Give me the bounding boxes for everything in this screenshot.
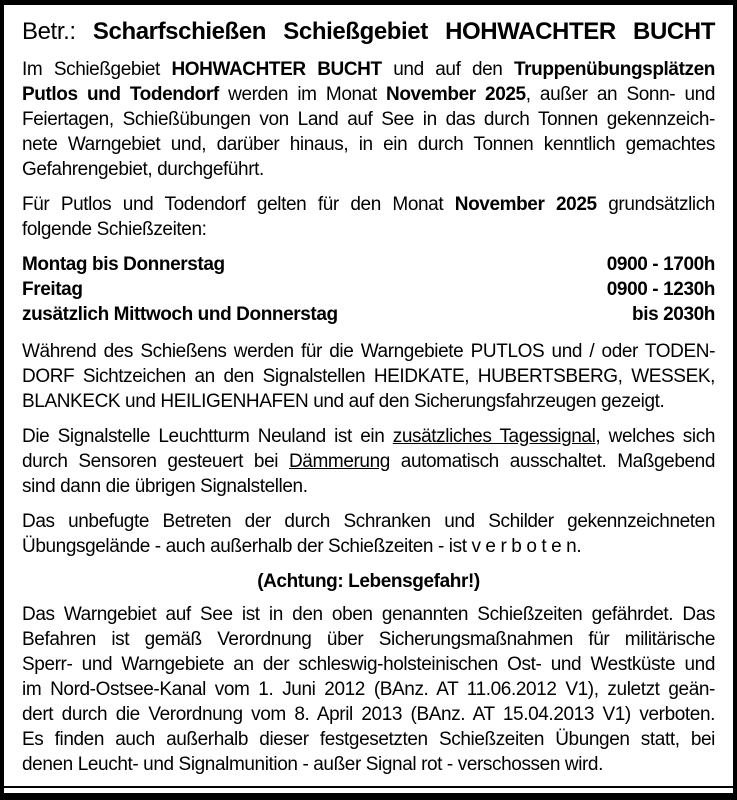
document-line bbox=[22, 364, 715, 389]
text-run: automatisch ausschaltet. Maßgebend bbox=[389, 451, 716, 472]
paragraph bbox=[22, 339, 715, 414]
firing-times-table bbox=[22, 252, 715, 327]
document-line bbox=[22, 57, 715, 82]
text-run: BLANKECK und HEILIGENHAFEN und auf den Sicherungsfahrzeugen gezeigt. bbox=[22, 391, 665, 412]
text-run: im Nord-Ostsee-Kanal vom 1. Juni 2012 (BAnz. AT 11.06.2012 V1), zuletzt geän- bbox=[22, 679, 715, 700]
text-run: HOHWACHTER BUCHT bbox=[171, 59, 382, 80]
text-run: sind dann die übrigen Signalstellen. bbox=[22, 476, 308, 497]
text-run: Befahren ist gemäß Verordnung über Sicherungsmaßnahmen für militärische bbox=[22, 629, 715, 650]
document-line bbox=[22, 727, 715, 752]
text-run: DORF Sichtzeichen an den Signalstellen HEIDKATE, HUBERTSBERG, WESSEK, bbox=[22, 366, 715, 387]
text-run: grundsätzlich bbox=[596, 194, 715, 215]
danger-warning bbox=[22, 569, 715, 594]
text-run: Dämmerung bbox=[288, 451, 390, 472]
text-run: durch Sensoren gesteuert bei bbox=[22, 451, 289, 472]
text-run: Übungsgelände - auch außerhalb der Schießzeiten - ist v e r b o t e n. bbox=[22, 536, 582, 557]
paragraph bbox=[22, 57, 715, 182]
text-run: Im Schießgebiet bbox=[22, 59, 172, 80]
document-line bbox=[22, 677, 715, 702]
text-run: Für Putlos und Todendorf gelten für den Monat bbox=[22, 194, 455, 215]
schedule-row bbox=[22, 252, 715, 277]
document-line bbox=[22, 424, 715, 449]
text-run: dert durch die Verordnung vom 8. April 2013 (BAnz. AT 15.04.2013 V1) verboten. bbox=[22, 704, 715, 725]
subject-prefix: Betr.: bbox=[22, 18, 93, 45]
schedule-time: 0900 - 1700h bbox=[606, 254, 715, 275]
text-run: November 2025 bbox=[386, 84, 526, 105]
text-run: Das unbefugte Betreten der durch Schranken und Schilder gekennzeichneten bbox=[22, 511, 715, 532]
text-run: Gefahrengebiet, durchgeführt. bbox=[22, 159, 264, 180]
text-run: , außer an Sonn- und bbox=[525, 84, 715, 105]
document-line bbox=[22, 752, 715, 777]
scan-edge-line bbox=[4, 786, 733, 788]
text-run: Die Signalstelle Leuchtturm Neuland ist ein bbox=[22, 426, 393, 447]
document-subject bbox=[22, 17, 715, 47]
document-line bbox=[22, 132, 715, 157]
text-run: Sperr- und Warngebiete an der schleswig-holsteinischen Ost- und Westküste und bbox=[22, 654, 715, 675]
text-run: werden im Monat bbox=[218, 84, 387, 105]
schedule-row bbox=[22, 302, 715, 327]
schedule-day: zusätzlich Mittwoch und Donnerstag bbox=[22, 304, 338, 325]
document-line bbox=[22, 449, 715, 474]
document-line bbox=[22, 474, 715, 499]
text-run: , welches sich bbox=[595, 426, 715, 447]
document-line bbox=[22, 339, 715, 364]
schedule-day: Montag bis Donnerstag bbox=[22, 254, 225, 275]
document-line bbox=[22, 702, 715, 727]
scan-edge-band bbox=[4, 793, 733, 800]
text-run: Truppenübungsplätzen bbox=[514, 59, 715, 80]
text-run: Während des Schießens werden für die Warngebiete PUTLOS und / oder TODEN- bbox=[22, 341, 715, 362]
document-line bbox=[22, 534, 715, 559]
document-line bbox=[22, 389, 715, 414]
text-run: November 2025 bbox=[454, 194, 597, 215]
text-run: Das Warngebiet auf See ist in den oben genannten Schießzeiten gefährdet. Das bbox=[22, 604, 715, 625]
subject-text: Scharfschießen Schießgebiet HOHWACHTER BUCHT bbox=[92, 18, 715, 45]
text-run: folgende Schießzeiten: bbox=[22, 219, 207, 240]
document-line bbox=[22, 652, 715, 677]
document-line bbox=[22, 217, 715, 242]
text-run: denen Leucht- und Signalmunition - außer Signal rot - verschossen wird. bbox=[22, 754, 603, 775]
text-run: nete Warngebiet und, darüber hinaus, in ein durch Tonnen kenntlich gemachtes bbox=[22, 134, 715, 155]
document-line bbox=[22, 192, 715, 217]
document-line bbox=[22, 82, 715, 107]
text-run: Es finden auch außerhalb dieser festgesetzten Schießzeiten Übungen statt, bei bbox=[22, 729, 715, 750]
text-run: und auf den bbox=[381, 59, 514, 80]
text-run: Putlos und Todendorf bbox=[22, 84, 219, 105]
paragraph bbox=[22, 602, 715, 777]
text-run: zusätzliches Tagessignal bbox=[392, 426, 596, 447]
document-line bbox=[22, 157, 715, 182]
document-content bbox=[22, 57, 715, 777]
document-line bbox=[22, 509, 715, 534]
document-line bbox=[22, 627, 715, 652]
paragraph bbox=[22, 424, 715, 499]
text-run: (Achtung: Lebensgefahr!) bbox=[257, 571, 480, 592]
paragraph bbox=[22, 509, 715, 559]
schedule-row bbox=[22, 277, 715, 302]
text-run: Feiertagen, Schießübungen von Land auf See in das durch Tonnen gekennzeich- bbox=[22, 109, 715, 130]
document-line bbox=[22, 602, 715, 627]
schedule-time: bis 2030h bbox=[631, 304, 715, 325]
paragraph bbox=[22, 192, 715, 242]
schedule-day: Freitag bbox=[22, 279, 83, 300]
schedule-time: 0900 - 1230h bbox=[606, 279, 715, 300]
document-line bbox=[22, 107, 715, 132]
